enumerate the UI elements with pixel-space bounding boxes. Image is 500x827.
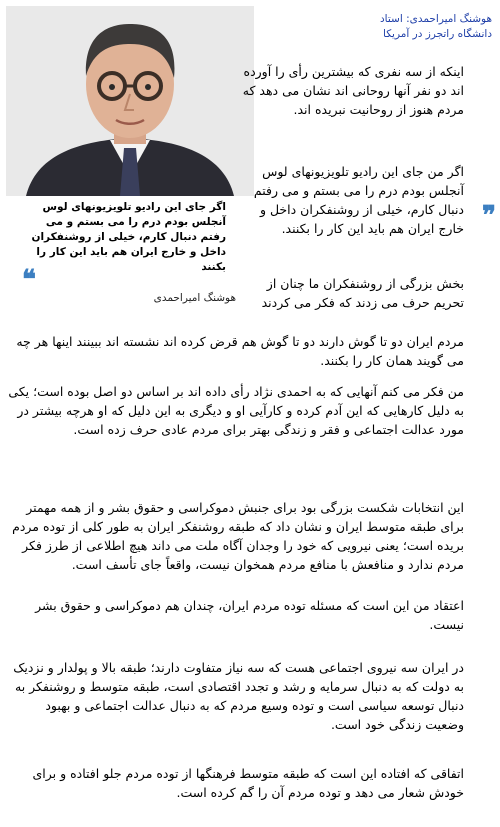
paragraph-2: اگر من جای این رادیو تلویزیونهای لوس آنجلس بودم درم را می بستم و می رفتم دنبال کارم، خیلی از روشنفکران داخل و خارج ایران هم باید این کار را بکنند. bbox=[253, 164, 464, 236]
portrait-photo bbox=[6, 6, 254, 196]
pull-quote-author: هوشنگ امیراحمدی bbox=[153, 292, 236, 304]
byline-line-1: هوشنگ امیراحمدی: استاد bbox=[379, 13, 492, 25]
author-byline bbox=[272, 12, 492, 42]
paragraph-3-start: بخش بزرگی از روشنفکران ما چنان از تحریم حرف می زدند که فکر می کردند bbox=[261, 276, 464, 310]
quote-open-icon: ❞ bbox=[482, 201, 496, 231]
author-photo bbox=[6, 6, 254, 196]
paragraph-8: اتفاقی که افتاده این است که طبقه متوسط فرهنگها از توده مردم جلو افتاده و برای خودش شعار می دهد و توده مردم آن را گم کرده است. bbox=[32, 766, 464, 800]
paragraph-7: در ایران سه نیروی اجتماعی هست که سه نیاز متفاوت دارند؛ طبقه بالا و پولدار و نزدیک به دولت که به دنبال سرمایه و رشد و تجدد اقتصادی است، طبقه متوسط و روشنفکر به دنبال توسعه سیاسی است و توده وسیع مردم که به دنبال عدالت اجتماعی و بهبود وضعیت زندگی خود است. bbox=[13, 660, 464, 732]
quote-close-icon: ❝ bbox=[22, 265, 36, 295]
paragraph-4: من فکر می کنم آنهایی که به احمدی نژاد رأی داده اند بر اساس دو اصل بوده است؛ یکی به دلیل کارهایی که این آدم کرده و کارآیی او و دیگری به این دلیل که او هرچه بیشتر در مورد عدالت اجتماعی و فقر و زندگی بهتر برای مردم عادی حرف زده است. bbox=[8, 384, 464, 437]
byline-line-2: دانشگاه راتجرز در آمریکا bbox=[383, 28, 492, 40]
paragraph-1: اینکه از سه نفری که بیشترین رأی را آورده اند دو نفر آنها روحانی اند نشان می دهد که مردم هنوز از روحانیت نبریده اند. bbox=[242, 64, 464, 117]
pull-quote bbox=[6, 200, 254, 275]
paragraph-6: اعتقاد من این است که مسئله توده مردم ایران، چندان هم دموکراسی و حقوق بشر نیست. bbox=[35, 598, 464, 632]
paragraph-3-end: مردم ایران دو تا گوش دارند دو تا گوش هم قرض کرده اند نشسته اند ببینند اینها هر چه می گویند همان کار را بکنند. bbox=[16, 334, 464, 368]
paragraph-5: این انتخابات شکست بزرگی بود برای جنبش دموکراسی و حقوق بشر و از همه مهمتر برای طبقه متوسط ایران و نشان داد که طبقه روشنفکر ایران به طور کلی از توده مردم بریده است؛ یعنی نیرویی که خود را وجدان آگاه ملت می داند هیچ اطلاعی از طرز فکر مردم ندارد و منافعش با منافع مردم همخوان نیست، واقعاً جای تأسف است. bbox=[12, 500, 464, 572]
pull-quote-text: اگر جای این رادیو تلویزیونهای لوس آنجلس بودم درم را می بستم و می رفتم دنبال کارم، خیلی از روشنفکران داخل و خارج ایران هم باید این کار را بکنند bbox=[31, 201, 226, 273]
